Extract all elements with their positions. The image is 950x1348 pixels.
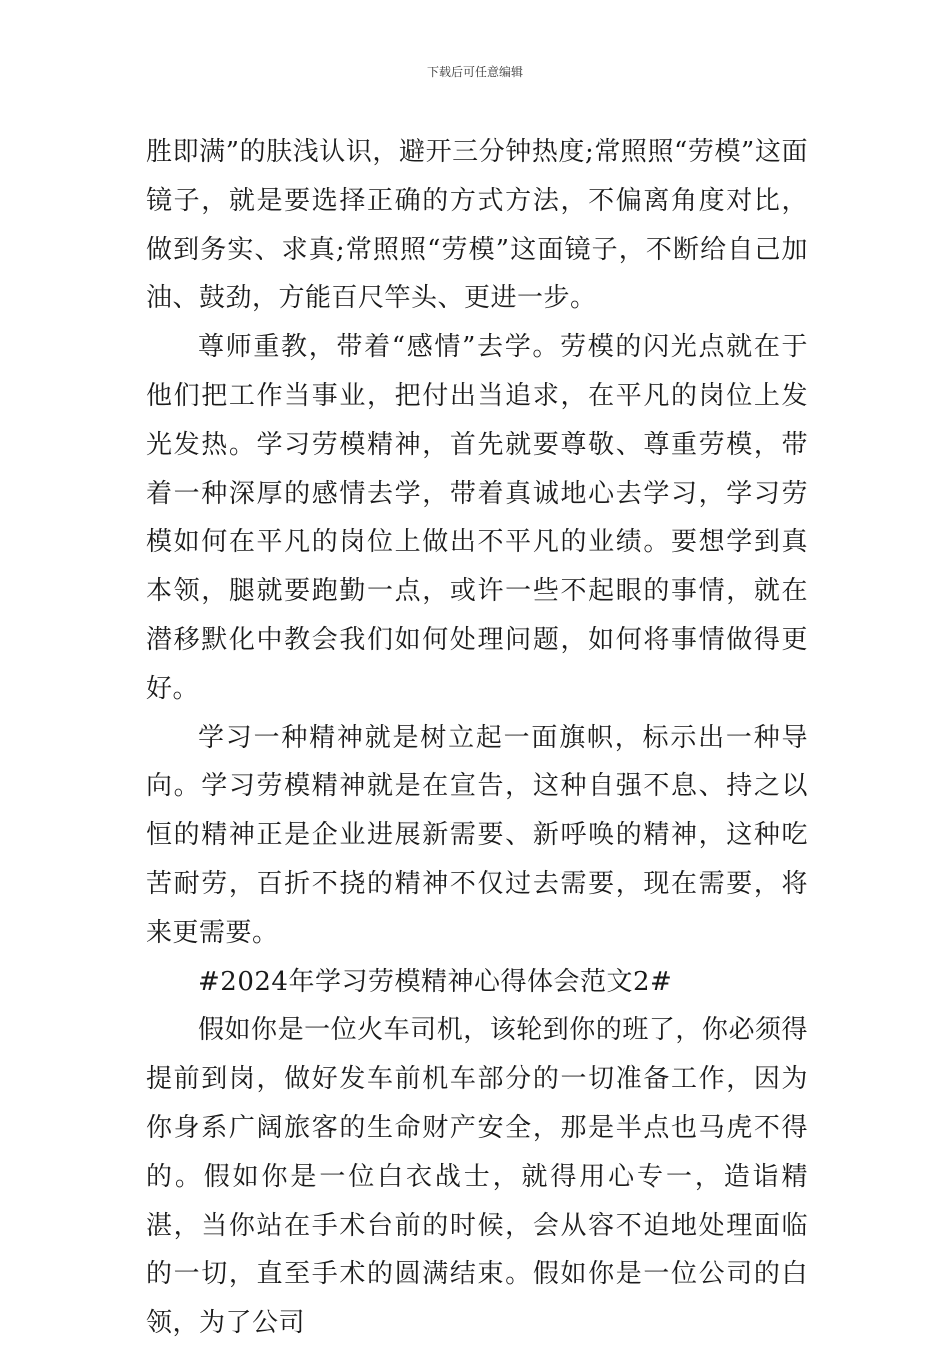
paragraph: 学习一种精神就是树立起一面旗帜，标示出一种导向。学习劳模精神就是在宣告，这种自强不息、持之以恒的精神正是企业进展新需要、新呼唤的精神，这种吃苦耐劳，百折不挠的精神不仅过去需要，现在需要，将来更需要。 bbox=[146, 722, 808, 948]
page-header: 下载后可任意编辑 bbox=[426, 65, 523, 79]
paragraph: 假如你是一位火车司机，该轮到你的班了，你必须得提前到岗，做好发车前机车部分的一切准备工作，因为你身系广阔旅客的生命财产安全，那是半点也马虎不得的。假如你是一位白衣战士，就得用心专一，造诣精湛，当你站在手术台前的时候，会从容不迫地处理面临的一切，直至手术的圆满结束。假如你是一位公司的白领，为了公司 bbox=[146, 1015, 808, 1339]
paragraph: 尊师重教，带着“感情”去学。劳模的闪光点就在于他们把工作当事业，把付出当追求，在平凡的岗位上发光发热。学习劳模精神，首先就要尊敬、尊重劳模，带着一种深厚的感情去学，带着真诚地心去学习，学习劳模如何在平凡的岗位上做出不平凡的业绩。要想学到真本领，腿就要跑勤一点，或许一些不起眼的事情，就在潜移默化中教会我们如何处理问题，如何将事情做得更好。 bbox=[146, 332, 808, 704]
paragraph-continued: 胜即满”的肤浅认识，避开三分钟热度;常照照“劳模”这面镜子，就是要选择正确的方式方法，不偏离角度对比，做到务实、求真;常照照“劳模”这面镜子，不断给自己加油、鼓劲，方能百尺竿头、更进一步。 bbox=[146, 137, 808, 314]
section-heading: #2024年学习劳模精神心得体会范文2# bbox=[198, 966, 673, 997]
document-body bbox=[146, 128, 808, 1348]
